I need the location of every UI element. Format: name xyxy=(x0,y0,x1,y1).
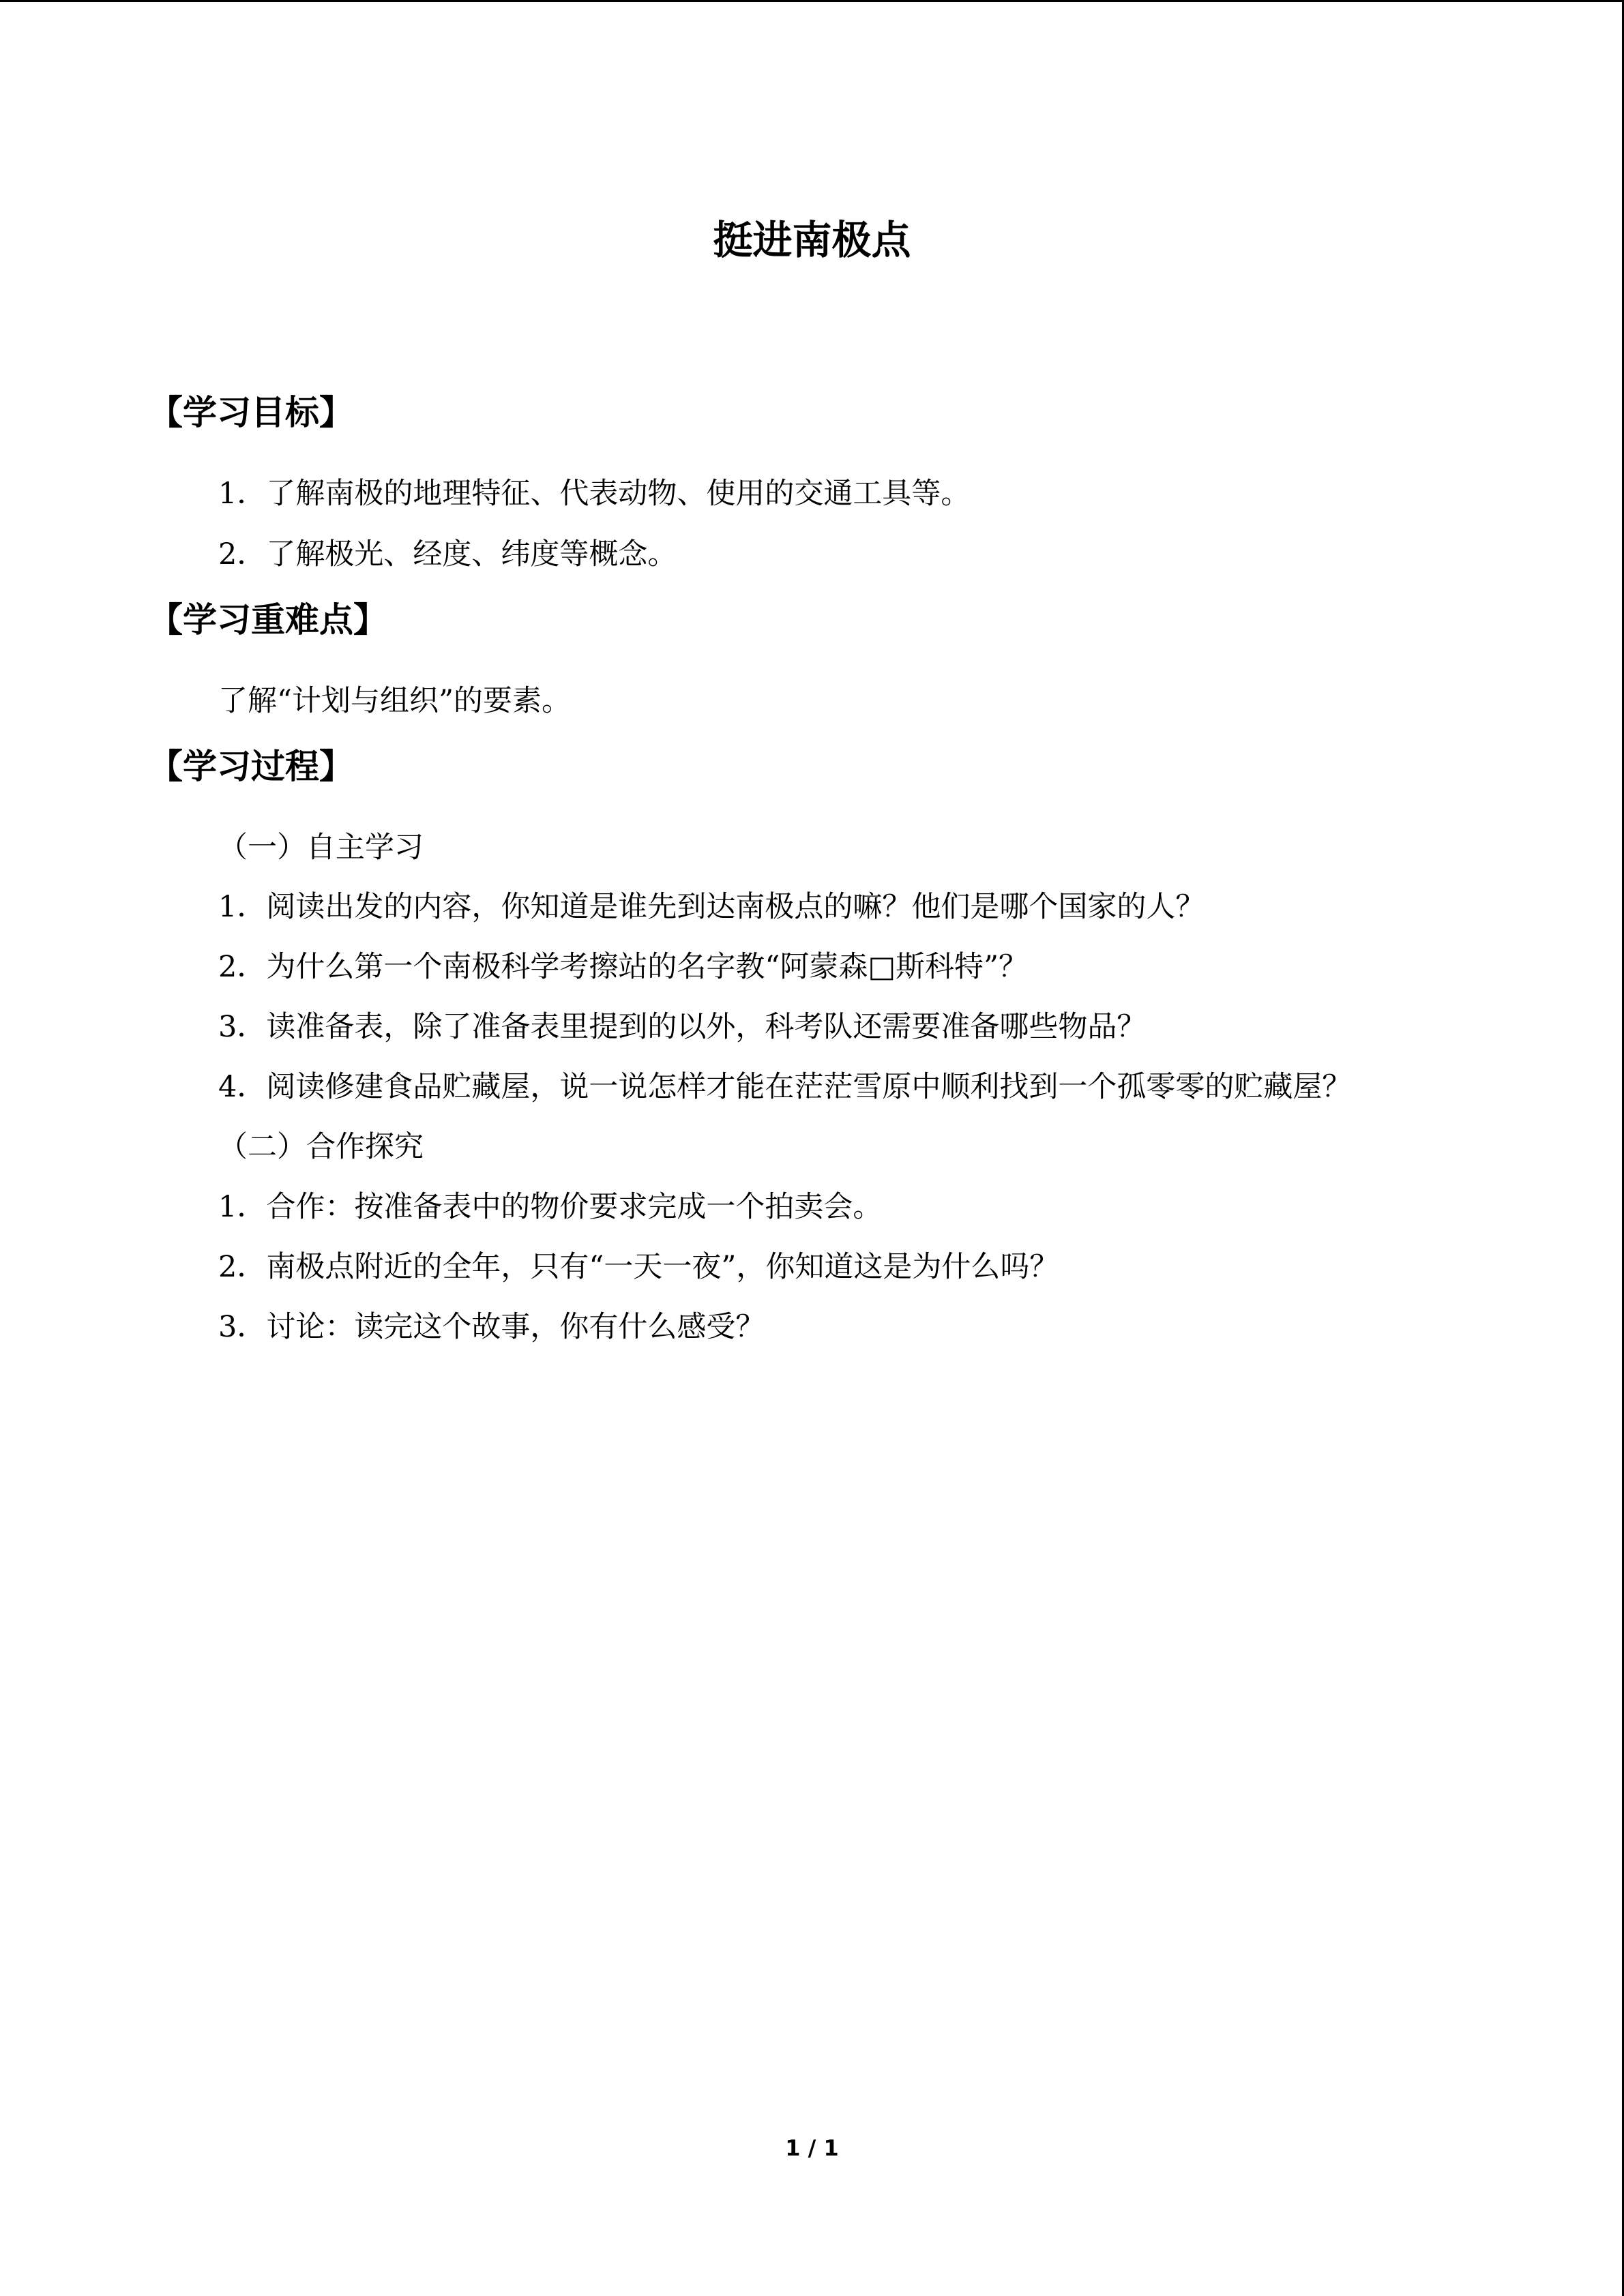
self-study-item-2: 2．为什么第一个南极科学考擦站的名字教“阿蒙森□斯科特”？ xyxy=(218,950,1028,984)
cooperation-item-2: 2．南极点附近的全年，只有“一天一夜”，你知道这是为什么吗？ xyxy=(218,1250,1059,1284)
self-study-item-3: 3．读准备表，除了准备表里提到的以外，科考队还需要准备哪些物品？ xyxy=(218,1010,1147,1044)
key-points-heading: 【学习重难点】 xyxy=(149,600,387,640)
objective-item-1: 1．了解南极的地理特征、代表动物、使用的交通工具等。 xyxy=(218,477,971,511)
cooperation-item-1: 1．合作：按准备表中的物价要求完成一个拍卖会。 xyxy=(218,1190,883,1224)
page-border-top xyxy=(0,0,1624,2)
self-study-title: （一）自主学习 xyxy=(218,831,424,865)
document-title: 挺进南极点 xyxy=(713,217,911,263)
page-number: 1 / 1 xyxy=(785,2135,839,2161)
process-heading: 【学习过程】 xyxy=(149,747,353,786)
cooperation-title: （二）合作探究 xyxy=(218,1130,424,1164)
objective-item-2: 2．了解极光、经度、纬度等概念。 xyxy=(218,537,677,571)
key-points-text: 了解“计划与组织”的要素。 xyxy=(218,684,571,718)
self-study-item-1: 1．阅读出发的内容，你知道是谁先到达南极点的嘛？他们是哪个国家的人？ xyxy=(218,890,1205,924)
self-study-item-4: 4．阅读修建食品贮藏屋，说一说怎样才能在茫茫雪原中顺利找到一个孤零零的贮藏屋？ xyxy=(218,1070,1352,1104)
cooperation-item-3: 3．讨论：读完这个故事，你有什么感受？ xyxy=(218,1310,765,1344)
objectives-heading: 【学习目标】 xyxy=(149,393,353,432)
